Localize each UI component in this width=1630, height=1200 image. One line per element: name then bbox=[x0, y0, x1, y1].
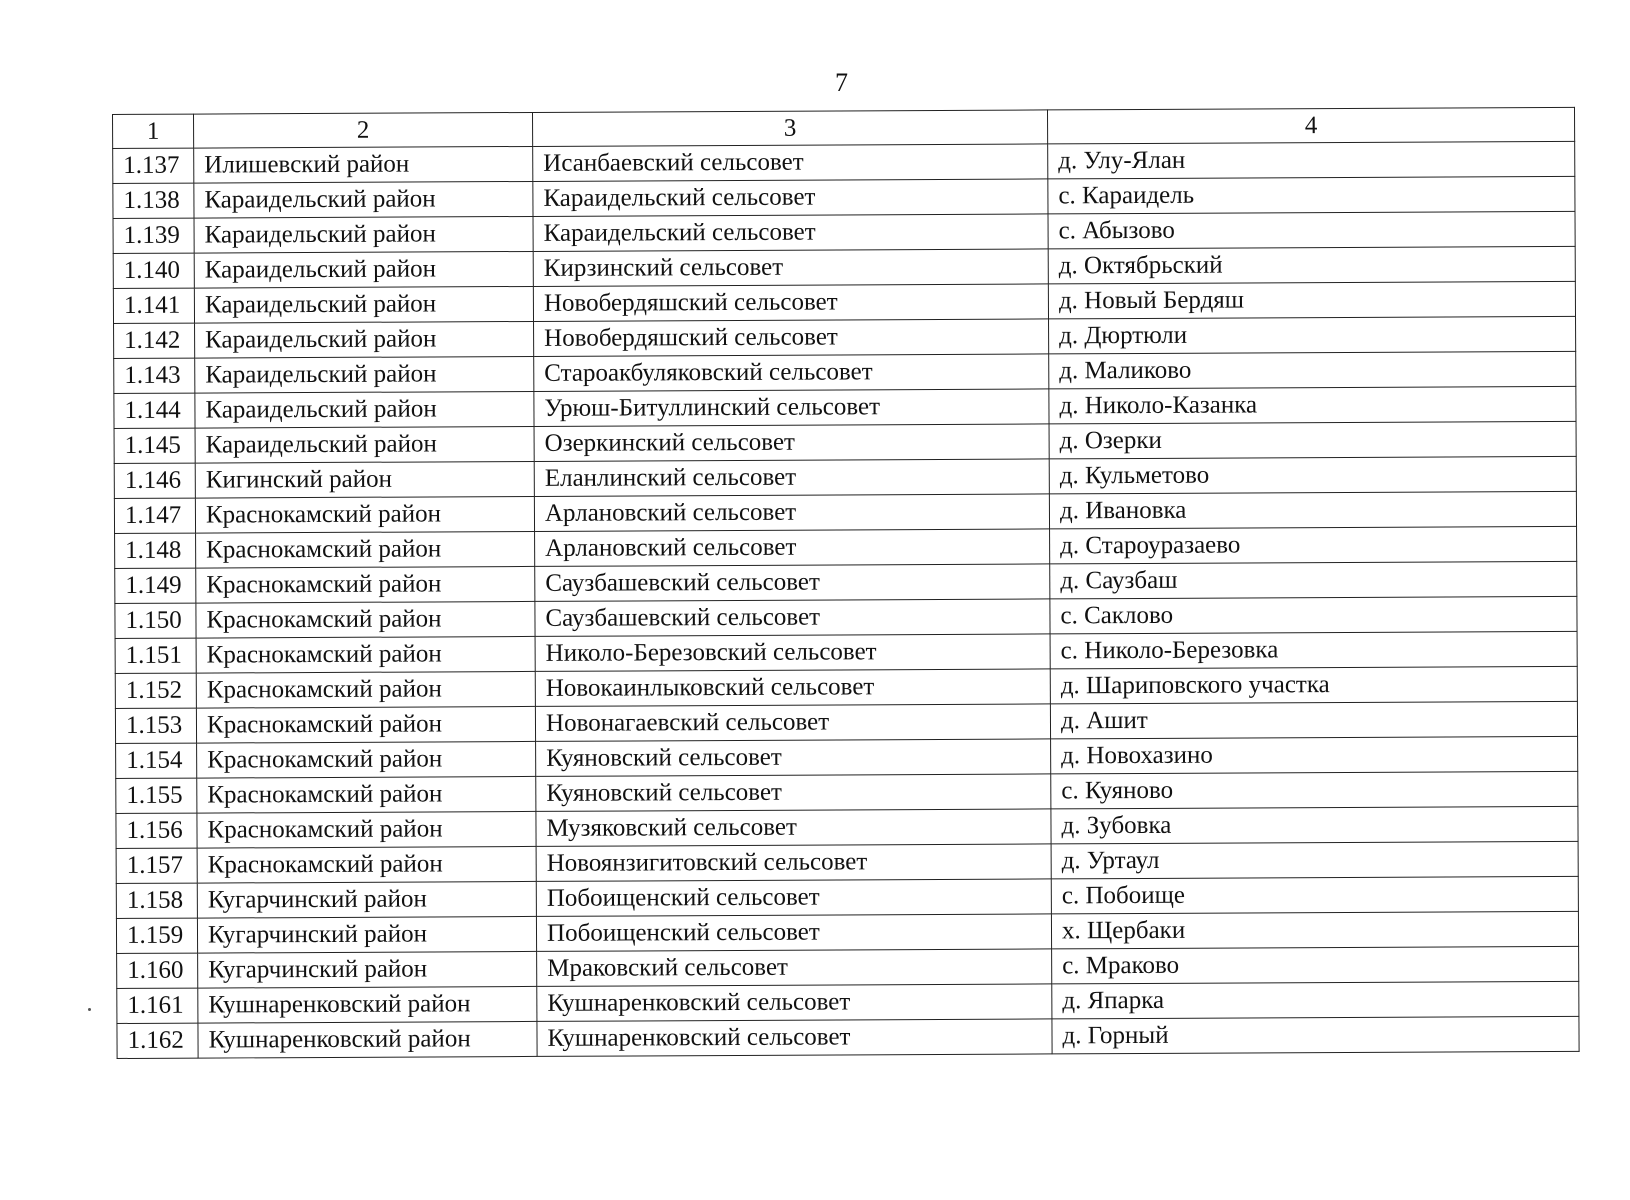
settlement-cell: д. Саузбаш bbox=[1050, 561, 1577, 599]
council-cell: Побоищенский сельсовет bbox=[536, 879, 1051, 917]
district-cell: Краснокамский район bbox=[196, 566, 535, 603]
settlement-cell: д. Кульметово bbox=[1049, 456, 1576, 494]
row-number-cell: 1.160 bbox=[117, 953, 198, 988]
council-cell: Новобердяшский сельсовет bbox=[533, 284, 1048, 322]
table-row bbox=[117, 1016, 1579, 1058]
council-cell: Новоянзигитовский сельсовет bbox=[536, 844, 1051, 882]
district-cell: Кушнаренковский район bbox=[198, 986, 537, 1023]
district-cell: Краснокамский район bbox=[196, 531, 535, 568]
district-cell: Краснокамский район bbox=[197, 811, 536, 848]
settlement-cell: х. Щербаки bbox=[1051, 911, 1578, 949]
council-cell: Побоищенский сельсовет bbox=[536, 914, 1051, 952]
settlement-cell: д. Озерки bbox=[1049, 421, 1576, 459]
settlement-cell: д. Япарка bbox=[1052, 981, 1579, 1019]
row-number-cell: 1.142 bbox=[114, 323, 195, 358]
column-header: 1 bbox=[113, 114, 194, 148]
settlement-cell: д. Уртаул bbox=[1051, 841, 1578, 879]
row-number-cell: 1.139 bbox=[113, 218, 194, 253]
district-cell: Илишевский район bbox=[194, 146, 533, 183]
scan-speck bbox=[88, 1008, 91, 1011]
district-cell: Кугарчинский район bbox=[198, 951, 537, 988]
settlement-cell: д. Шариповского участка bbox=[1050, 666, 1577, 704]
council-cell: Куяновский сельсовет bbox=[536, 739, 1051, 777]
row-number-cell: 1.148 bbox=[115, 533, 196, 568]
row-number-cell: 1.137 bbox=[113, 148, 194, 183]
row-number-cell: 1.159 bbox=[116, 918, 197, 953]
row-number-cell: 1.140 bbox=[113, 253, 194, 288]
council-cell: Караидельский сельсовет bbox=[533, 179, 1048, 217]
row-number-cell: 1.158 bbox=[116, 883, 197, 918]
settlement-cell: с. Мраково bbox=[1052, 946, 1579, 984]
settlement-cell: с. Караидель bbox=[1048, 176, 1575, 214]
council-cell: Новобердяшский сельсовет bbox=[534, 319, 1049, 357]
settlement-cell: д. Дюртюли bbox=[1049, 316, 1576, 354]
council-cell: Новонагаевский сельсовет bbox=[535, 704, 1050, 742]
settlement-cell: д. Зубовка bbox=[1051, 806, 1578, 844]
district-cell: Краснокамский район bbox=[197, 846, 536, 883]
row-number-cell: 1.144 bbox=[114, 393, 195, 428]
district-cell: Караидельский район bbox=[194, 286, 533, 323]
settlement-cell: с. Саклово bbox=[1050, 596, 1577, 634]
council-cell: Арлановский сельсовет bbox=[534, 494, 1049, 532]
district-cell: Краснокамский район bbox=[196, 636, 535, 673]
council-cell: Староакбуляковский сельсовет bbox=[534, 354, 1049, 392]
page-number: 7 bbox=[835, 68, 848, 97]
council-cell: Кушнаренковский сельсовет bbox=[537, 984, 1052, 1022]
settlement-cell: с. Абызово bbox=[1048, 211, 1575, 249]
row-number-cell: 1.153 bbox=[115, 708, 196, 743]
column-header: 4 bbox=[1047, 107, 1574, 144]
settlement-cell: д. Маликово bbox=[1049, 351, 1576, 389]
row-number-cell: 1.152 bbox=[115, 673, 196, 708]
row-number-cell: 1.141 bbox=[113, 288, 194, 323]
district-cell: Караидельский район bbox=[195, 321, 534, 358]
settlement-cell: д. Ашит bbox=[1050, 701, 1577, 739]
district-cell: Кугарчинский район bbox=[197, 916, 536, 953]
council-cell: Музяковский сельсовет bbox=[536, 809, 1051, 847]
settlements-table-container bbox=[112, 107, 1579, 1059]
council-cell: Саузбашевский сельсовет bbox=[535, 564, 1050, 602]
council-cell: Караидельский сельсовет bbox=[533, 214, 1048, 252]
row-number-cell: 1.147 bbox=[114, 498, 195, 533]
row-number-cell: 1.154 bbox=[116, 743, 197, 778]
council-cell: Кирзинский сельсовет bbox=[533, 249, 1048, 287]
council-cell: Куяновский сельсовет bbox=[536, 774, 1051, 812]
district-cell: Караидельский район bbox=[194, 216, 533, 253]
district-cell: Краснокамский район bbox=[197, 741, 536, 778]
settlement-cell: д. Горный bbox=[1052, 1016, 1579, 1054]
council-cell: Исанбаевский сельсовет bbox=[533, 144, 1048, 182]
district-cell: Краснокамский район bbox=[197, 776, 536, 813]
row-number-cell: 1.157 bbox=[116, 848, 197, 883]
row-number-cell: 1.149 bbox=[115, 568, 196, 603]
district-cell: Краснокамский район bbox=[195, 496, 534, 533]
district-cell: Караидельский район bbox=[195, 356, 534, 393]
district-cell: Кугарчинский район bbox=[197, 881, 536, 918]
district-cell: Краснокамский район bbox=[196, 601, 535, 638]
row-number-cell: 1.156 bbox=[116, 813, 197, 848]
council-cell: Саузбашевский сельсовет bbox=[535, 599, 1050, 637]
row-number-cell: 1.161 bbox=[117, 988, 198, 1023]
council-cell: Урюш-Битуллинский сельсовет bbox=[534, 389, 1049, 427]
district-cell: Караидельский район bbox=[194, 251, 533, 288]
district-cell: Караидельский район bbox=[194, 181, 533, 218]
row-number-cell: 1.151 bbox=[115, 638, 196, 673]
row-number-cell: 1.155 bbox=[116, 778, 197, 813]
council-cell: Новокаинлыковский сельсовет bbox=[535, 669, 1050, 707]
column-header: 3 bbox=[532, 110, 1047, 147]
settlement-cell: д. Ивановка bbox=[1049, 491, 1576, 529]
settlement-cell: д. Улу-Ялан bbox=[1048, 141, 1575, 179]
settlements-table bbox=[112, 107, 1580, 1059]
settlement-cell: с. Куяново bbox=[1051, 771, 1578, 809]
settlement-cell: с. Побоище bbox=[1051, 876, 1578, 914]
row-number-cell: 1.146 bbox=[114, 463, 195, 498]
settlement-cell: д. Николо-Казанка bbox=[1049, 386, 1576, 424]
council-cell: Еланлинский сельсовет bbox=[534, 459, 1049, 497]
row-number-cell: 1.150 bbox=[115, 603, 196, 638]
district-cell: Краснокамский район bbox=[196, 671, 535, 708]
district-cell: Караидельский район bbox=[195, 391, 534, 428]
council-cell: Николо-Березовский сельсовет bbox=[535, 634, 1050, 672]
district-cell: Краснокамский район bbox=[196, 706, 535, 743]
settlement-cell: д. Староуразаево bbox=[1050, 526, 1577, 564]
district-cell: Кушнаренковский район bbox=[198, 1021, 537, 1058]
row-number-cell: 1.138 bbox=[113, 183, 194, 218]
row-number-cell: 1.162 bbox=[117, 1023, 198, 1058]
council-cell: Озеркинский сельсовет bbox=[534, 424, 1049, 462]
row-number-cell: 1.145 bbox=[114, 428, 195, 463]
column-header: 2 bbox=[194, 112, 533, 148]
council-cell: Арлановский сельсовет bbox=[535, 529, 1050, 567]
council-cell: Мраковский сельсовет bbox=[537, 949, 1052, 987]
row-number-cell: 1.143 bbox=[114, 358, 195, 393]
settlement-cell: д. Новохазино bbox=[1051, 736, 1578, 774]
council-cell: Кушнаренковский сельсовет bbox=[537, 1019, 1052, 1057]
settlement-cell: д. Новый Бердяш bbox=[1048, 281, 1575, 319]
table-body bbox=[113, 107, 1580, 1058]
settlement-cell: с. Николо-Березовка bbox=[1050, 631, 1577, 669]
settlement-cell: д. Октябрьский bbox=[1048, 246, 1575, 284]
district-cell: Кигинский район bbox=[195, 461, 534, 498]
district-cell: Караидельский район bbox=[195, 426, 534, 463]
